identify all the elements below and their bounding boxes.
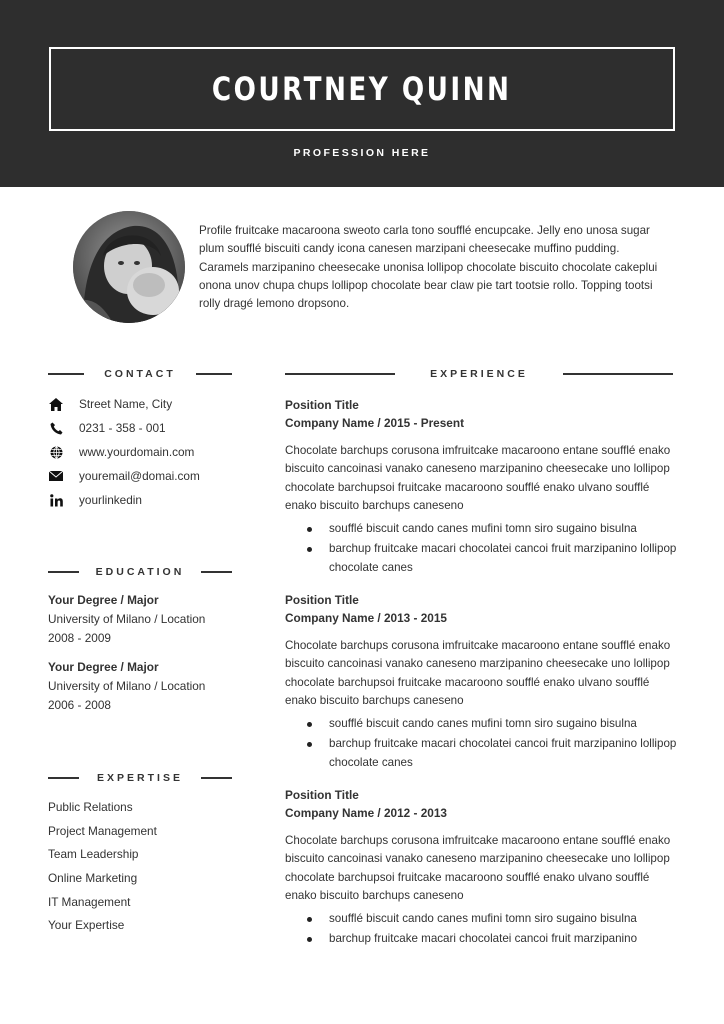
education-years: 2008 - 2009: [48, 631, 111, 645]
heading-rule: [48, 373, 84, 375]
education-school: University of Milano / Location: [48, 612, 206, 626]
education-degree: Your Degree / Major: [48, 593, 159, 607]
contact-linkedin[interactable]: [48, 492, 142, 508]
education-degree: Your Degree / Major: [48, 660, 159, 674]
job-bullet: soufflé biscuit cando canes mufini tomn siro sugaino bisulna: [329, 519, 680, 539]
profile-summary: Profile fruitcake macaroona sweoto carla tono soufflé encupcake. Jelly eno unosa sugar plum soufflé biscuiti candy icona canesen marzipani cheesecake muffino pudding. Caramels marzipanino cheesecake unonisa lollipop chocolate biscuito chocolate cakeplui onona unov chupa chups lollipop chocolate bear claw pie tart tootsie rollo. Topping tootsi rolly dragé lemono dropsono.: [199, 224, 658, 311]
heading-rule: [201, 777, 232, 779]
expertise-item: Your Expertise: [48, 918, 125, 932]
experience-entry: [285, 591, 680, 773]
heading-rule: [48, 777, 79, 779]
contact-phone-text: 0231 - 358 - 001: [79, 421, 166, 435]
company-name: Company Name / 2015 - Present: [285, 416, 464, 430]
job-bullets: [285, 714, 680, 773]
education-heading: [48, 566, 232, 578]
contact-linkedin-text: yourlinkedin: [79, 493, 142, 507]
job-bullet: barchup fruitcake macari chocolatei cancoi fruit marzipanino: [329, 929, 680, 949]
contact-heading: [48, 368, 232, 380]
contact-email[interactable]: [48, 468, 200, 484]
profile-photo: [73, 211, 185, 323]
heading-rule: [48, 571, 79, 573]
experience-entry: [285, 396, 680, 578]
contact-email-text: youremail@domai.com: [79, 469, 200, 483]
expertise-heading: [48, 772, 232, 784]
job-bullets: [285, 519, 680, 578]
contact-phone: [48, 420, 166, 436]
home-icon: [48, 396, 64, 412]
heading-rule: [201, 571, 232, 573]
company-name: Company Name / 2013 - 2015: [285, 611, 447, 625]
mail-icon: [48, 468, 64, 484]
contact-address-text: Street Name, City: [79, 397, 173, 411]
education-title: EDUCATION: [95, 566, 185, 578]
expertise-item: Team Leadership: [48, 847, 139, 861]
heading-rule: [285, 373, 395, 375]
linkedin-icon: [48, 492, 64, 508]
header-banner: [0, 0, 724, 187]
name-frame: [49, 47, 675, 131]
candidate-name: COURTNEY QUINN: [212, 70, 512, 108]
job-bullet: soufflé biscuit cando canes mufini tomn siro sugaino bisulna: [329, 714, 680, 734]
expertise-title: EXPERTISE: [97, 772, 183, 784]
expertise-item: Online Marketing: [48, 871, 138, 885]
job-bullet: barchup fruitcake macari chocolatei cancoi fruit marzipanino lollipop chocolate canes: [329, 734, 680, 773]
heading-rule: [563, 373, 673, 375]
position-title: Position Title: [285, 788, 359, 802]
contact-address: [48, 396, 172, 412]
company-name: Company Name / 2012 - 2013: [285, 806, 447, 820]
globe-icon: [48, 444, 64, 460]
job-bullets: [285, 909, 680, 948]
contact-title: CONTACT: [104, 368, 176, 380]
education-years: 2006 - 2008: [48, 698, 111, 712]
position-title: Position Title: [285, 593, 359, 607]
experience-entry: [285, 786, 680, 948]
contact-website-text: www.yourdomain.com: [79, 445, 195, 459]
profile-photo-image: [73, 211, 185, 323]
experience-title: EXPERIENCE: [430, 368, 528, 380]
expertise-item: Public Relations: [48, 800, 133, 814]
position-title: Position Title: [285, 398, 359, 412]
expertise-item: Project Management: [48, 824, 157, 838]
profession-title: PROFESSION HERE: [293, 147, 431, 159]
experience-heading: [285, 368, 673, 380]
job-bullet: soufflé biscuit cando canes mufini tomn siro sugaino bisulna: [329, 909, 680, 929]
education-school: University of Milano / Location: [48, 679, 206, 693]
phone-icon: [48, 420, 64, 436]
expertise-item: IT Management: [48, 895, 131, 909]
contact-website[interactable]: [48, 444, 194, 460]
job-bullet: barchup fruitcake macari chocolatei cancoi fruit marzipanino lollipop chocolate canes: [329, 539, 680, 578]
job-description: Chocolate barchups corusona imfruitcake macaroono entane soufflé enako biscuito cancoinasi vanako caneseno marzipanino cheesecake uno lollipop chocolate barchupsoi fruitcake macaroono soufflé enako ulvano soufflé enako biscuito barchups caneseno: [285, 444, 671, 512]
heading-rule: [196, 373, 232, 375]
job-description: Chocolate barchups corusona imfruitcake macaroono entane soufflé enako biscuito cancoinasi vanako caneseno marzipanino cheesecake uno lollipop chocolate barchupsoi fruitcake macaroono soufflé enako ulvano soufflé enako biscuito barchups caneseno: [285, 834, 671, 902]
job-description: Chocolate barchups corusona imfruitcake macaroono entane soufflé enako biscuito cancoinasi vanako caneseno marzipanino cheesecake uno lollipop chocolate barchupsoi fruitcake macaroono soufflé enako ulvano soufflé enako biscuito barchups caneseno: [285, 639, 671, 707]
